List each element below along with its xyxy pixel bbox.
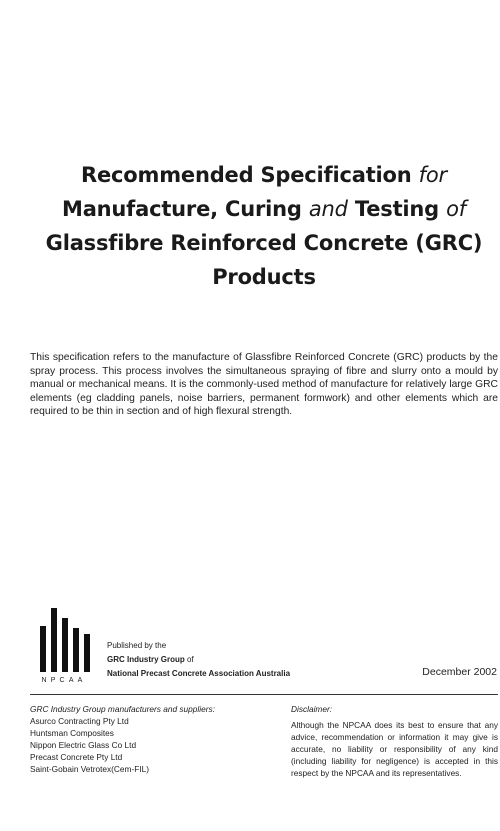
- disclaimer-heading: Disclaimer:: [291, 704, 333, 714]
- list-item: Huntsman Composites: [30, 728, 114, 738]
- title-line-2: [0, 192, 500, 226]
- title-text: Testing: [354, 197, 439, 221]
- list-item: Nippon Electric Glass Co Ltd: [30, 740, 137, 750]
- publisher-block: [107, 639, 290, 681]
- title-text: Manufacture, Curing: [62, 197, 302, 221]
- suppliers-heading: GRC Industry Group manufacturers and suppliers:: [30, 704, 215, 714]
- title-connector: for: [418, 163, 447, 187]
- list-item: Precast Concrete Pty Ltd: [30, 752, 123, 762]
- document-title: [0, 158, 500, 294]
- disclaimer-text: Although the NPCAA does its best to ensure that any advice, recommendation or information it may give is accurate, no liability or responsibility of any kind (including liability for negligence) is accepted in this respect by the NPCAA and its representatives.: [291, 720, 498, 778]
- industry-group-line: [107, 653, 290, 667]
- title-line-4: Products: [212, 265, 316, 289]
- title-line-1: [0, 158, 500, 192]
- disclaimer-block: [291, 703, 498, 779]
- industry-group-name: GRC Industry Group: [107, 655, 185, 664]
- intro-paragraph: This specification refers to the manufacture of Glassfibre Reinforced Concrete (GRC) products by the spray process. This process involves the simultaneous spraying of fibre and slurry onto a mould by manual or mechanical means. It is the commonly-used method of manufacture for relatively large GRC elements (eg cladding panels, noise barriers, permanent formwork) and other elements which are required to be thin in section and of high flexural strength.: [30, 352, 498, 417]
- association-name: National Precast Concrete Association Australia: [107, 669, 291, 678]
- divider: [30, 694, 498, 695]
- published-by: Published by the: [107, 641, 167, 650]
- suppliers-list: [30, 703, 280, 775]
- logo-text: NPCAA: [41, 677, 87, 684]
- title-line-3: Glassfibre Reinforced Concrete (GRC): [45, 231, 483, 255]
- list-item: Saint-Gobain Vetrotex(Cem-FIL): [30, 764, 149, 774]
- title-connector: of: [446, 197, 466, 221]
- publication-date: December 2002: [422, 666, 497, 678]
- list-item: Asurco Contracting Pty Ltd: [30, 716, 129, 726]
- industry-group-suffix: of: [184, 655, 194, 664]
- title-connector: and: [308, 197, 348, 221]
- title-text: Recommended Specification: [81, 163, 412, 187]
